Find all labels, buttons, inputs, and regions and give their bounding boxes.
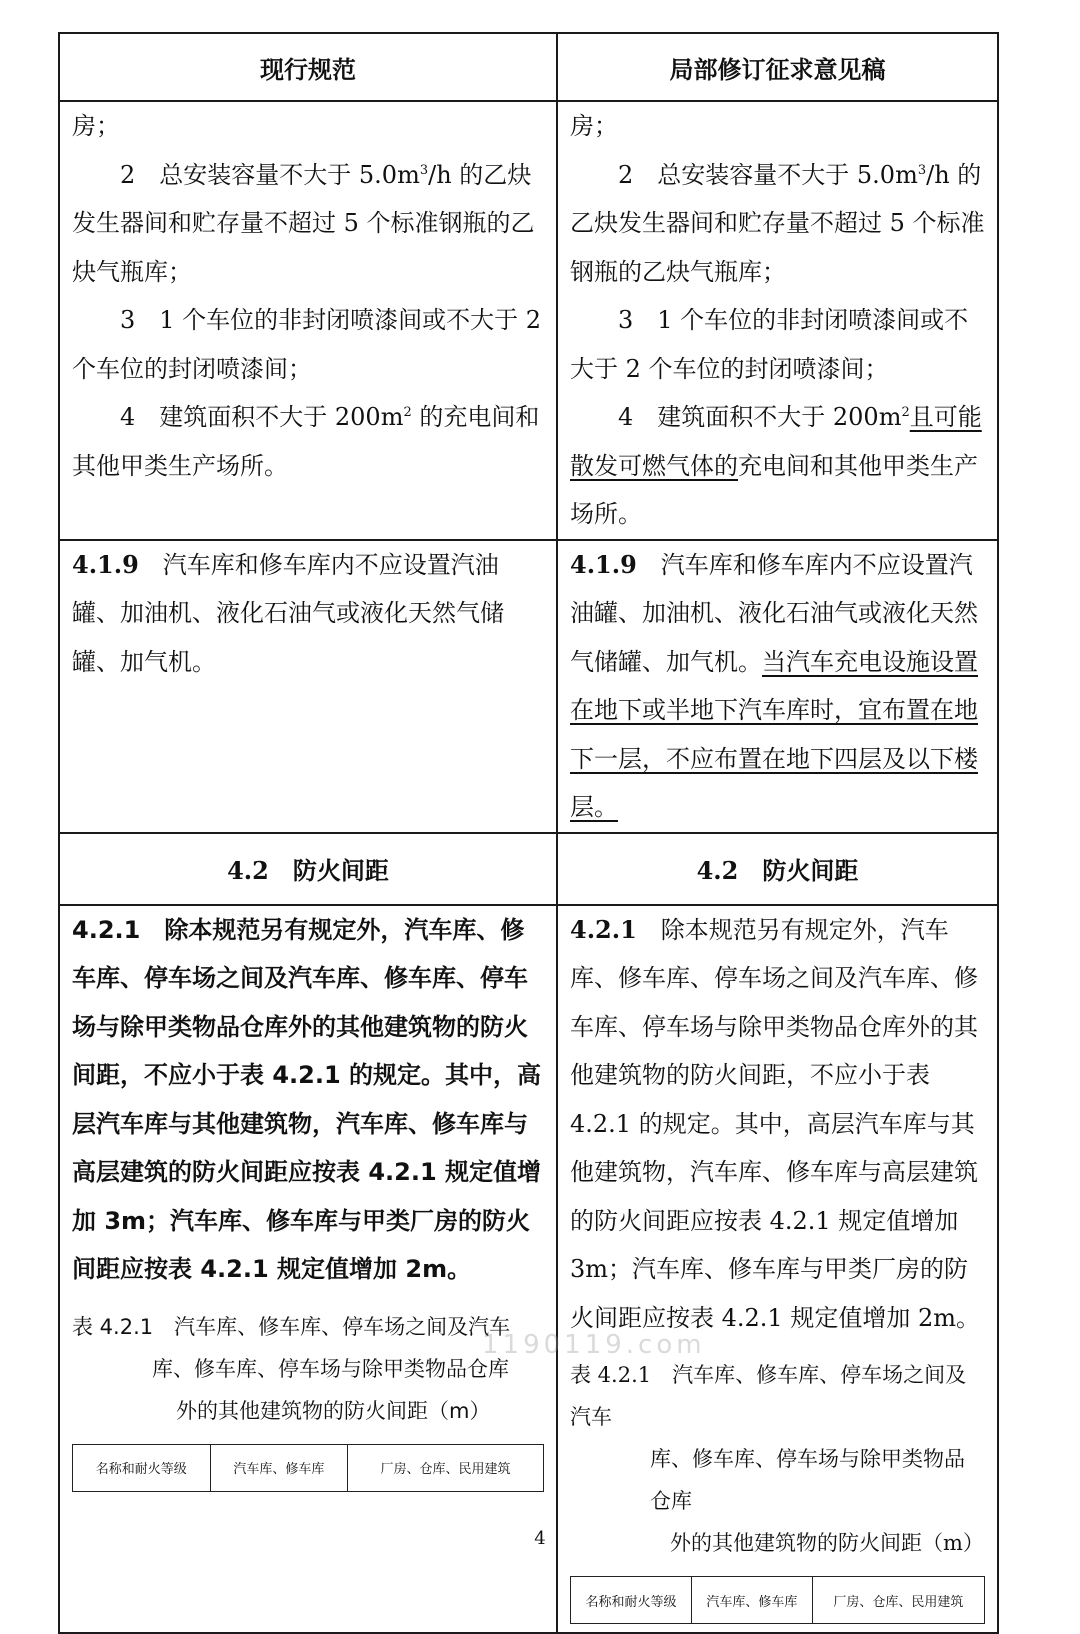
row1-left-item4-a: 4 建筑面积不大于 200m [120,403,404,431]
watermark: 1190119.com [482,1330,706,1360]
row1-left-item3: 3 1 个车位的非封闭喷漆间或不大于 2 个车位的封闭喷漆间； [72,306,542,383]
row2-right-text: 汽车库和修车库内不应设置汽油罐、加油机、液化石油气或液化天然气储罐、加气机。 [570,550,978,676]
row-4-2-1 [59,905,998,1634]
row1-right-item4-a: 4 建筑面积不大于 200m [618,403,902,431]
row3-right-text: 除本规范另有规定外，汽车库、修车库、停车场之间及汽车库、修车库、停车场与除甲类物品仓库外的其他建筑物的防火间距，不应小于表 4.2.1 的规定。其中，高层汽车库与其他建筑物，汽车库、修车库与高层建筑的防火间距应按表 4.2.1 规定值增加 3m；汽车库、修车库与甲类厂房的防火间距应按表 4.2.1 规定值增加 2m。 [570,915,980,1332]
mini-table-right-header [571,1577,985,1624]
row3-left-caption-line1: 表 4.2.1 汽车库、修车库、停车场之间及汽车 [72,1314,511,1339]
row2-right-cell [557,540,998,833]
row1-left-p0: 房； [72,112,120,140]
row1-left-item4-sup: 2 [403,405,412,420]
row1-right-item2-a: 2 总安装容量不大于 5.0m [618,160,918,189]
page-number: 4 [534,1528,546,1549]
row1-left-cell [59,101,557,540]
row3-left-table-caption [72,1306,544,1432]
mini-table-right [570,1576,985,1624]
row3-left-cell [59,905,557,1634]
section-heading-right: 4.2 防火间距 [557,833,998,905]
row1-left-item2 [72,151,544,297]
row2-left-clause-number: 4.1.9 [72,549,139,579]
row3-right-clause-number: 4.2.1 [570,914,637,944]
section-heading-left: 4.2 防火间距 [59,833,557,905]
row2-right-clause-number: 4.1.9 [570,549,637,579]
row3-left-caption-line2: 库、修车库、停车场与除甲类物品仓库 [152,1356,509,1381]
row1-right-item4 [570,393,985,539]
row1-right-cell [557,101,998,540]
header-row [59,33,998,101]
mini-left-col-garage: 汽车库、修车库 [210,1444,348,1491]
row1-left-item4 [72,393,544,490]
row3-left-text: 除本规范另有规定外，汽车库、修车库、停车场之间及汽车库、修车库、停车场与除甲类物品仓库外的其他建筑物的防火间距，不应小于表 4.2.1 的规定。其中，高层汽车库与其他建筑物，汽车库、修车库与高层建筑的防火间距应按表 4.2.1 规定值增加 3m；汽车库、修车库与甲类厂房的防火间距应按表 4.2.1 规定值增加 2m。 [72,915,542,1283]
row2-left-text: 汽车库和修车库内不应设置汽油罐、加油机、液化石油气或液化天然气储罐、加气机。 [72,550,504,676]
comparison-table [58,32,999,1634]
row1-right-item2-b: /h 的乙炔发生器间和贮存量不超过 5 个标准钢瓶的乙炔气瓶库； [570,160,985,286]
row2-left-cell [59,540,557,833]
header-revision-draft: 局部修订征求意见稿 [557,33,998,101]
row1-left-item2-a: 2 总安装容量不大于 5.0m [120,160,420,189]
header-current-spec: 现行规范 [59,33,557,101]
section-heading-row [59,833,998,905]
mini-right-col-name: 名称和耐火等级 [571,1577,692,1624]
row1-right-item3: 3 1 个车位的非封闭喷漆间或不大于 2 个车位的封闭喷漆间； [570,306,969,383]
row2-right-underlined-text: 当汽车充电设施设置在地下或半地下汽车库时，宜布置在地下一层，不应布置在地下四层及以下楼层。 [570,647,978,821]
row3-left-caption-line3: 外的其他建筑物的防火间距（m） [176,1398,491,1423]
row3-right-caption-line1: 表 4.2.1 汽车库、修车库、停车场之间及汽车 [570,1363,967,1429]
row1-left-item4-b: 的充电间和其他甲类生产场所。 [72,403,540,480]
row3-right-para [570,906,985,1343]
row3-right-caption-line2: 库、修车库、停车场与除甲类物品仓库 [650,1447,965,1513]
row3-left-clause-number: 4.2.1 [72,915,141,944]
row3-left-para [72,906,544,1294]
mini-left-col-name: 名称和耐火等级 [73,1444,211,1491]
row1-right-item2 [570,151,985,297]
mini-table-left [72,1444,544,1492]
row1-right-item4-b: 充电间和其他甲类生产场所。 [570,451,978,528]
row2-right-para [570,541,985,832]
mini-table-left-header [73,1444,544,1491]
row1-left-item2-b: /h 的乙炔发生器间和贮存量不超过 5 个标准钢瓶的乙炔气瓶库； [72,160,535,286]
mini-right-col-garage: 汽车库、修车库 [691,1577,812,1624]
row1-right-p0: 房； [570,112,618,140]
mini-left-col-building: 厂房、仓库、民用建筑 [348,1444,544,1491]
row1-right-item4-sup: 2 [901,405,910,420]
mini-right-col-building: 厂房、仓库、民用建筑 [812,1577,984,1624]
row3-right-cell [557,905,998,1634]
row1-right-item4-underlined: 且可能散发可燃气体的 [570,403,982,480]
row1-right-item2-sup: 3 [917,162,927,178]
row-4-1-8-cont [59,101,998,540]
row1-left-item2-sup: 3 [419,162,429,178]
row-4-1-9 [59,540,998,833]
row3-right-caption-line3: 外的其他建筑物的防火间距（m） [670,1531,984,1555]
row2-left-para [72,541,544,687]
